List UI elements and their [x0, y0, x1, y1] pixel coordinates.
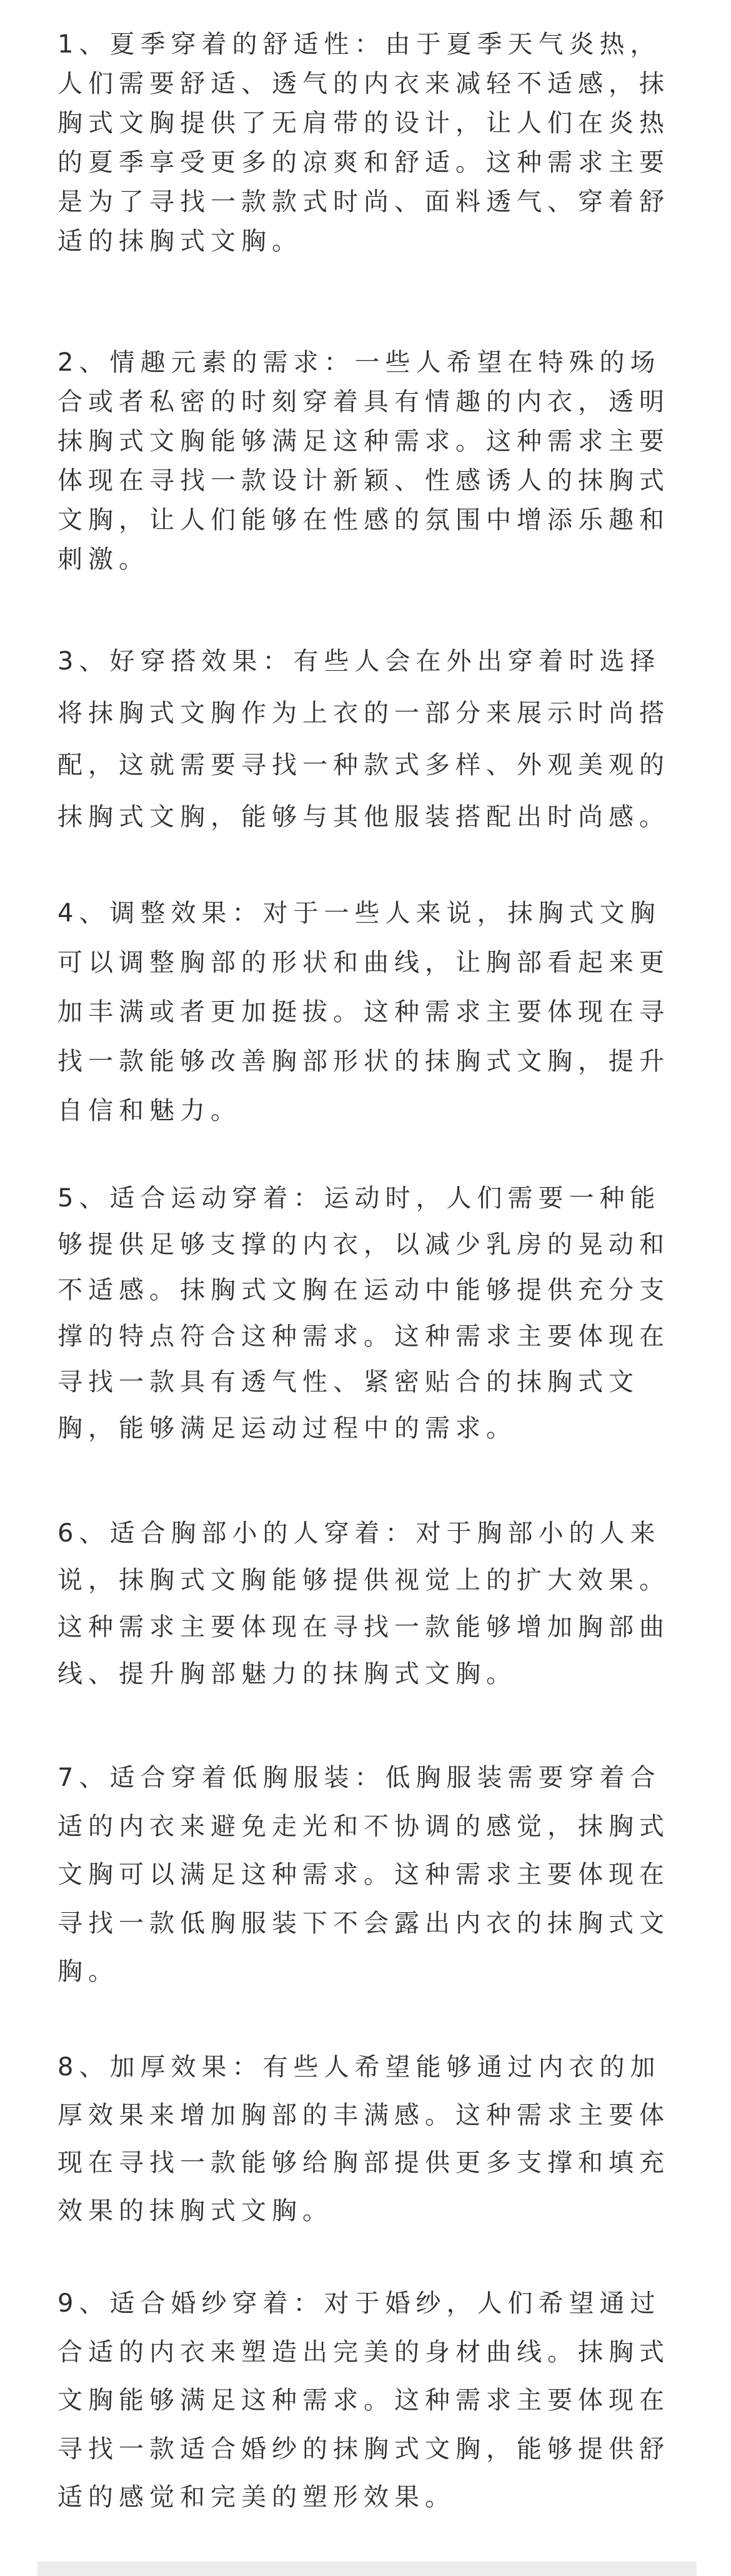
item-7-line-3: 文胸可以满足这种需求。这种需求主要体现在: [57, 1860, 670, 1889]
item-5-line-4: 撑的特点符合这种需求。这种需求主要体现在: [57, 1322, 670, 1351]
item-6-line-4: 线、提升胸部魅力的抹胸式文胸。: [57, 1660, 517, 1688]
item-5-line-1: 5、适合运动穿着：运动时，人们需要一种能: [57, 1184, 661, 1213]
item-7-line-4: 寻找一款低胸服装下不会露出内衣的抹胸式文: [57, 1909, 670, 1938]
item-8-line-4: 效果的抹胸式文胸。: [57, 2197, 333, 2225]
item-3-line-4: 抹胸式文胸，能够与其他服装搭配出时尚感。: [57, 803, 670, 831]
item-4-line-4: 找一款能够改善胸部形状的抹胸式文胸，提升: [57, 1047, 670, 1076]
item-6-line-2: 说，抹胸式文胸能够提供视觉上的扩大效果。: [57, 1566, 670, 1595]
item-2-line-3: 抹胸式文胸能够满足这种需求。这种需求主要: [57, 427, 670, 456]
item-8-line-3: 现在寻找一款能够给胸部提供更多支撑和填充: [57, 2148, 670, 2177]
item-4-line-2: 可以调整胸部的形状和曲线，让胸部看起来更: [57, 948, 670, 977]
item-2-line-2: 合或者私密的时刻穿着具有情趣的内衣，透明: [57, 388, 670, 416]
item-2-line-6: 刺激。: [57, 545, 149, 574]
item-1-line-6: 适的抹胸式文胸。: [57, 227, 302, 256]
item-5-line-5: 寻找一款具有透气性、紧密贴合的抹胸式文: [57, 1368, 639, 1396]
item-4-line-3: 加丰满或者更加挺拔。这种需求主要体现在寻: [57, 998, 670, 1026]
item-3-line-1: 3、好穿搭效果：有些人会在外出穿着时选择: [57, 647, 661, 676]
item-9-line-4: 寻找一款适合婚纱的抹胸式文胸，能够提供舒: [57, 2435, 670, 2463]
item-3-line-2: 将抹胸式文胸作为上衣的一部分来展示时尚搭: [57, 699, 670, 728]
item-5-line-2: 够提供足够支撑的内衣，以减少乳房的晃动和: [57, 1230, 670, 1259]
item-1-line-5: 是为了寻找一款款式时尚、面料透气、穿着舒: [57, 188, 670, 216]
item-6-line-1: 6、适合胸部小的人穿着：对于胸部小的人来: [57, 1519, 661, 1548]
item-9-line-1: 9、适合婚纱穿着：对于婚纱，人们希望通过: [57, 2289, 661, 2318]
item-8-line-1: 8、加厚效果：有些人希望能够通过内衣的加: [57, 2053, 661, 2082]
item-9-line-3: 文胸能够满足这种需求。这种需求主要体现在: [57, 2386, 670, 2415]
item-1-line-2: 人们需要舒适、透气的内衣来减轻不适感，抹: [57, 69, 670, 98]
item-2-line-5: 文胸，让人们能够在性感的氛围中增添乐趣和: [57, 506, 670, 534]
item-2-line-1: 2、情趣元素的需求：一些人希望在特殊的场: [57, 348, 661, 377]
item-9-line-2: 合适的内衣来塑造出完美的身材曲线。抹胸式: [57, 2338, 670, 2367]
item-7-line-2: 适的内衣来避免走光和不协调的感觉，抹胸式: [57, 1812, 670, 1841]
item-8-line-2: 厚效果来增加胸部的丰满感。这种需求主要体: [57, 2101, 670, 2130]
item-7-line-1: 7、适合穿着低胸服装：低胸服装需要穿着合: [57, 1763, 661, 1792]
item-5-line-3: 不适感。抹胸式文胸在运动中能够提供充分支: [57, 1276, 670, 1305]
item-3-line-3: 配，这就需要寻找一种款式多样、外观美观的: [57, 751, 670, 779]
item-1-line-3: 胸式文胸提供了无肩带的设计，让人们在炎热: [57, 109, 670, 138]
item-4-line-1: 4、调整效果：对于一些人来说，抹胸式文胸: [57, 899, 661, 928]
item-5-line-6: 胸，能够满足运动过程中的需求。: [57, 1414, 517, 1443]
item-1-line-4: 的夏季享受更多的凉爽和舒适。这种需求主要: [57, 148, 670, 177]
item-9-line-5: 适的感觉和完美的塑形效果。: [57, 2483, 455, 2512]
item-4-line-5: 自信和魅力。: [57, 1096, 241, 1125]
item-6-line-3: 这种需求主要体现在寻找一款能够增加胸部曲: [57, 1613, 670, 1641]
item-2-line-4: 体现在寻找一款设计新颖、性感诱人的抹胸式: [57, 466, 670, 495]
item-7-line-5: 胸。: [57, 1957, 119, 1986]
bottom-divider-bar: [37, 2562, 697, 2576]
item-1-line-1: 1、夏季穿着的舒适性：由于夏季天气炎热，: [57, 30, 661, 59]
